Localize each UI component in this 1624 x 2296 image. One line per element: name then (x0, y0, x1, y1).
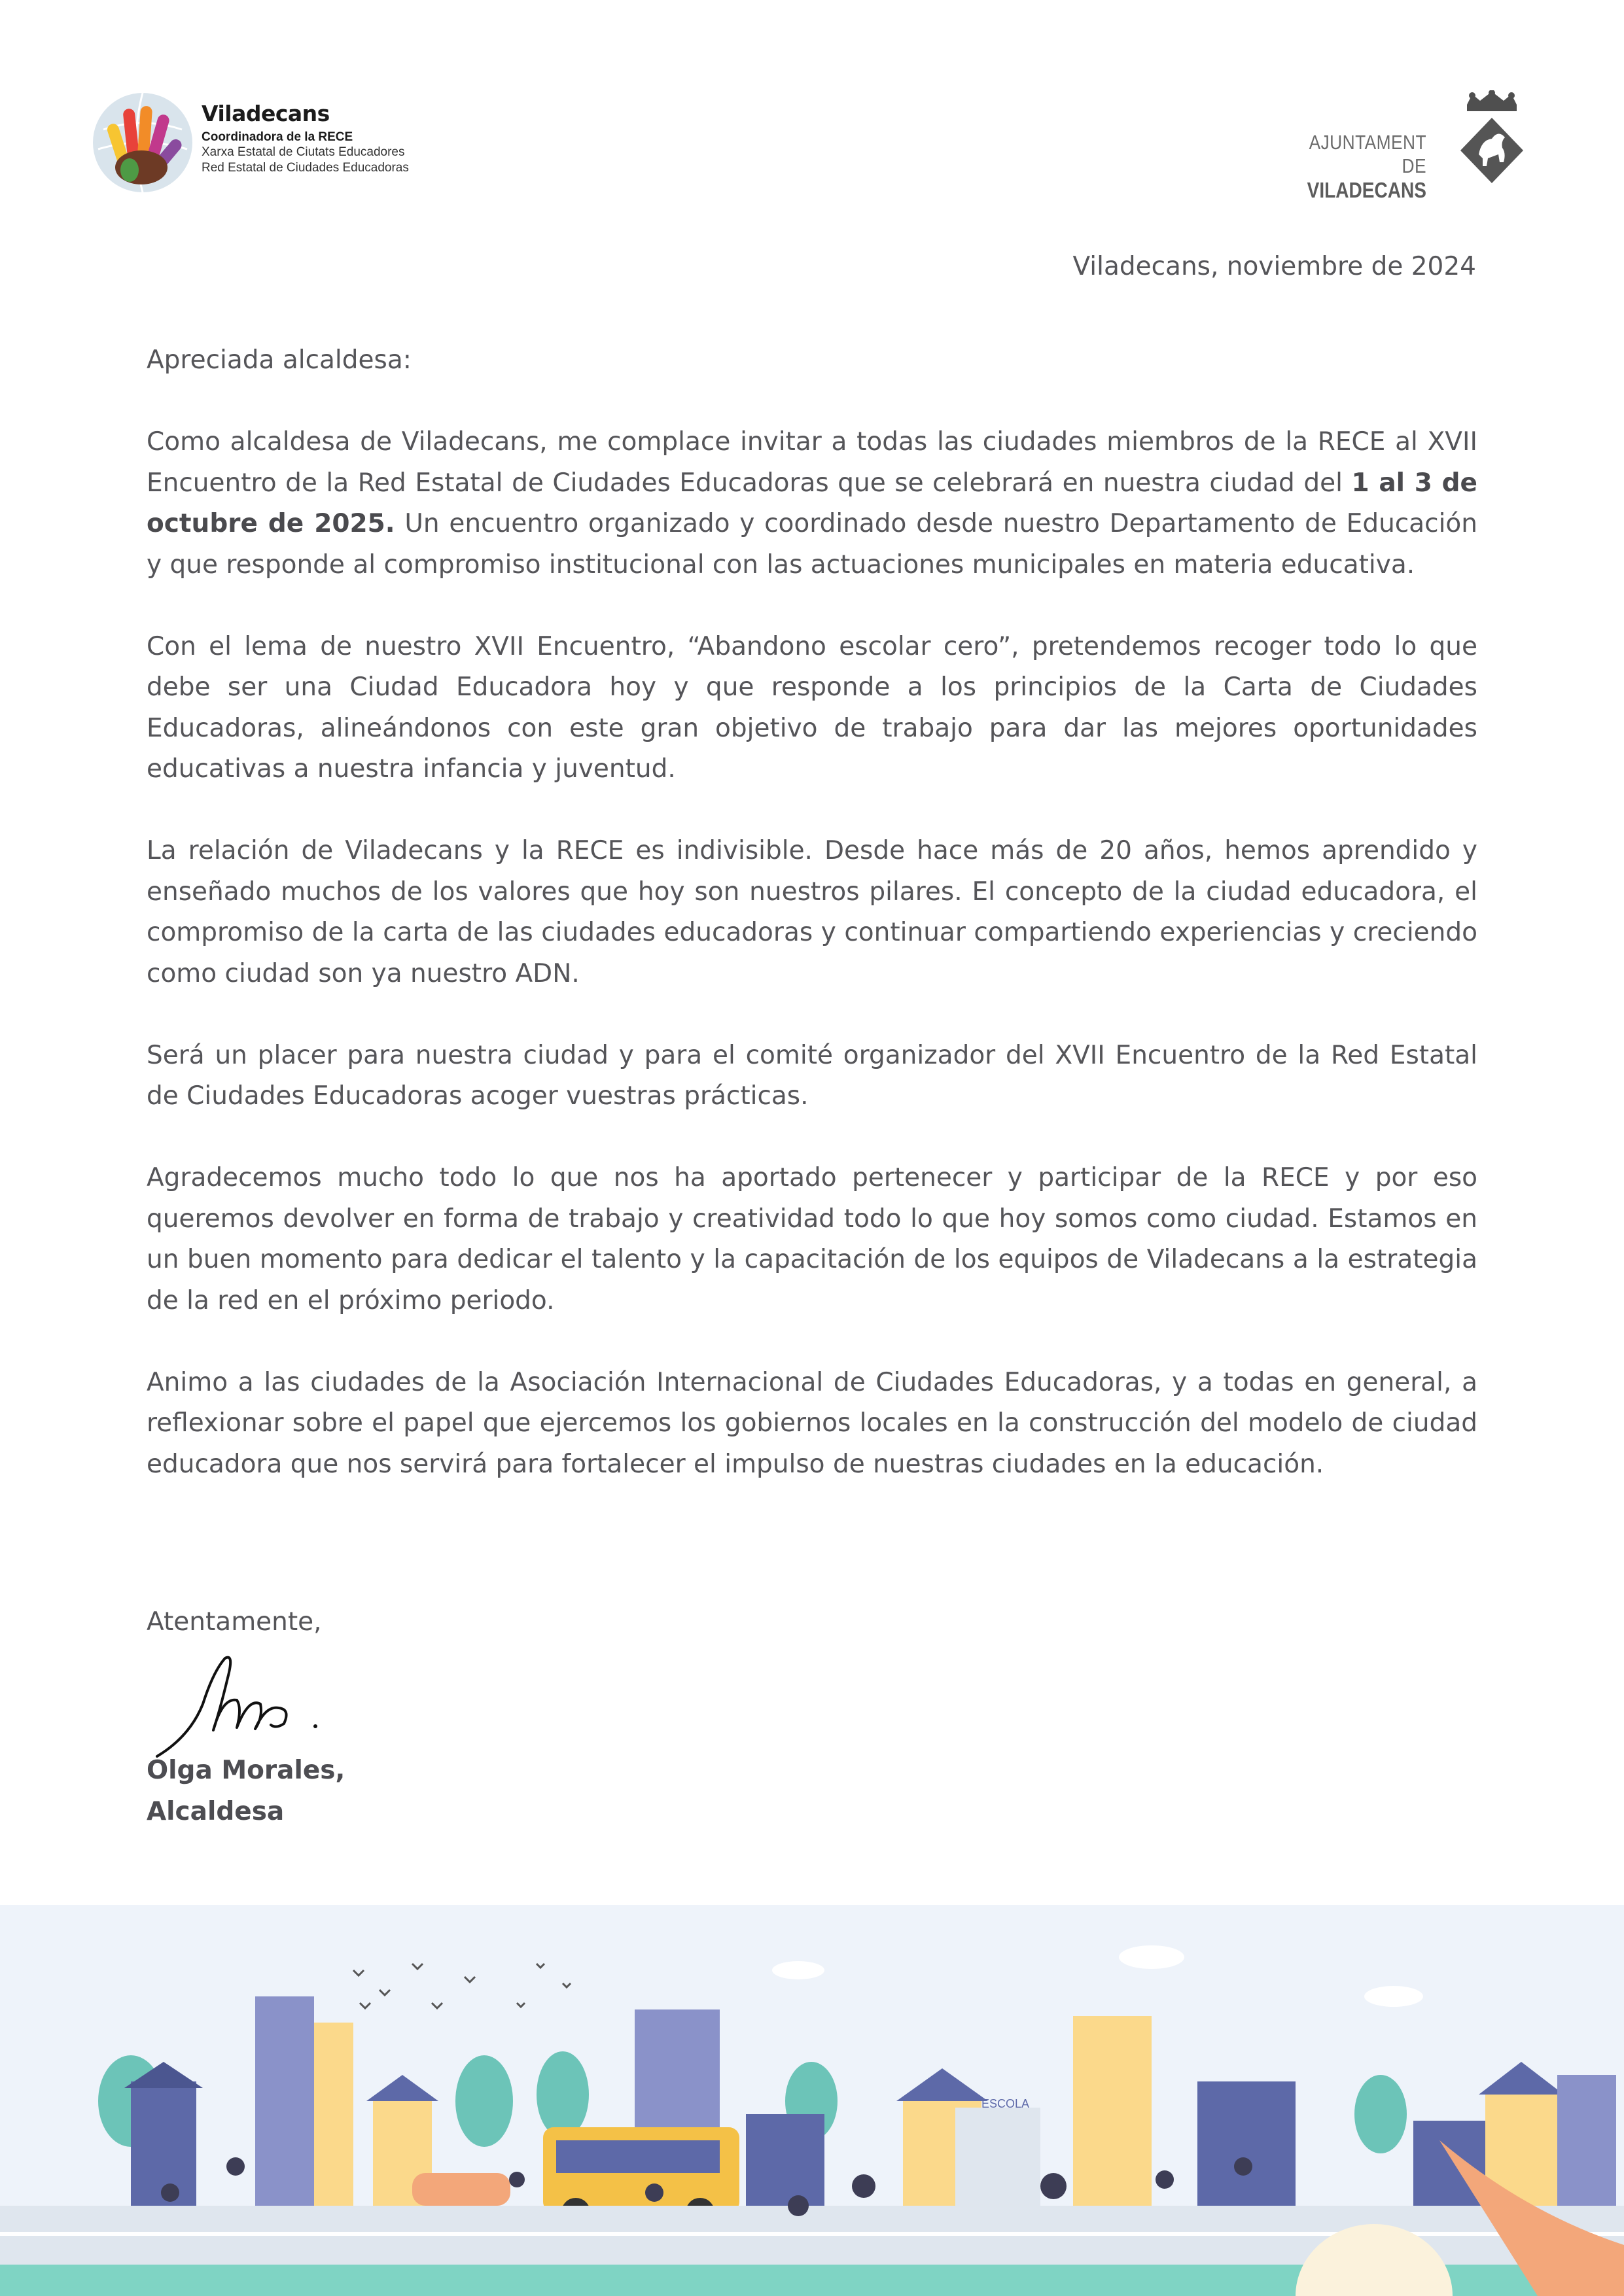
closing: Atentamente, (147, 1607, 322, 1637)
school-sign: ESCOLA (981, 2097, 1030, 2110)
logo-network-es: Red Estatal de Ciudades Educadoras (202, 161, 409, 175)
ajuntament-logo (1269, 90, 1531, 202)
paragraph-6: Animo a las ciudades de la Asociación Internacional de Ciudades Educadoras, y a todas en general, a reflexionar sobre el papel que ejercemos los gobiernos locales en la construcción del modelo de ciudad educadora que nos servirá para fortalecer el impulso de nuestras ciudades en la educación. (147, 1367, 1477, 1479)
signer-block (147, 1750, 345, 1832)
handwritten-signature (150, 1645, 334, 1763)
coat-of-arms-icon (1453, 90, 1531, 188)
paragraph-2: Con el lema de nuestro XVII Encuentro, “Abandono escolar cero”, pretendemos recoger todo lo que debe ser una Ciudad Educadora hoy y que responde a los principios de la Carta de Ciudades Educadoras, alineándonos con este gran objetivo de trabajo para dar las mejores oportunidades educativas a nuestra infancia y juventud. (147, 631, 1477, 784)
salutation: Apreciada alcaldesa: (147, 345, 412, 375)
paragraph-4: Será un placer para nuestra ciudad y para el comité organizador del XVII Encuentro de la Red Estatal de Ciudades Educadoras acoger vuestras prácticas. (147, 1040, 1477, 1111)
paragraph-3: La relación de Viladecans y la RECE es indivisible. Desde hace más de 20 años, hemos aprendido y enseñado muchos de los valores que hoy son nuestros pilares. El concepto de la ciudad educadora, el compromiso de la carta de las ciudades educadoras y continuar compartiendo experiencias y creciendo como ciudad son ya nuestro ADN. (147, 836, 1477, 988)
logo-network-ca: Xarxa Estatal de Ciutats Educadores (202, 145, 405, 159)
paragraph-5: Agradecemos mucho todo lo que nos ha aportado pertenecer y participar de la RECE y por eso queremos devolver en forma de trabajo y creatividad todo lo que hoy somos como ciudad. Estamos en un buen momento para dedicar el talento y la capacitación de los equipos de Viladecans a la estrategia de la red en el próximo periodo. (147, 1163, 1477, 1315)
hand-globe-icon (90, 90, 195, 195)
rece-logo (90, 90, 431, 195)
event-dates: 1 al 3 de octubre de 2025. (147, 468, 1477, 538)
city-illustration (0, 1905, 1624, 2296)
signer-name: Olga Morales, (147, 1756, 345, 1785)
ajuntament-line1: AJUNTAMENT DE (1309, 131, 1426, 177)
letter-date: Viladecans, noviembre de 2024 (1072, 252, 1476, 281)
logo-subtitle: Coordinadora de la RECE (202, 130, 353, 144)
paragraph-1 (147, 422, 1477, 585)
paragraph-1-end: Un encuentro organizado y coordinado desde nuestro Departamento de Educación y que responde al compromiso institucional con las actuaciones municipales en materia educativa. (147, 509, 1477, 580)
letter-body (147, 340, 1477, 1526)
signer-title: Alcaldesa (147, 1796, 285, 1826)
ajuntament-line2: VILADECANS (1307, 178, 1426, 202)
paragraph-1-start: Como alcaldesa de Viladecans, me complace invitar a todas las ciudades miembros de la RECE al XVII Encuentro de la Red Estatal de Ciudades Educadoras que se celebrará en nuestra ciudad del (147, 427, 1477, 498)
logo-brand: Viladecans (202, 101, 330, 126)
